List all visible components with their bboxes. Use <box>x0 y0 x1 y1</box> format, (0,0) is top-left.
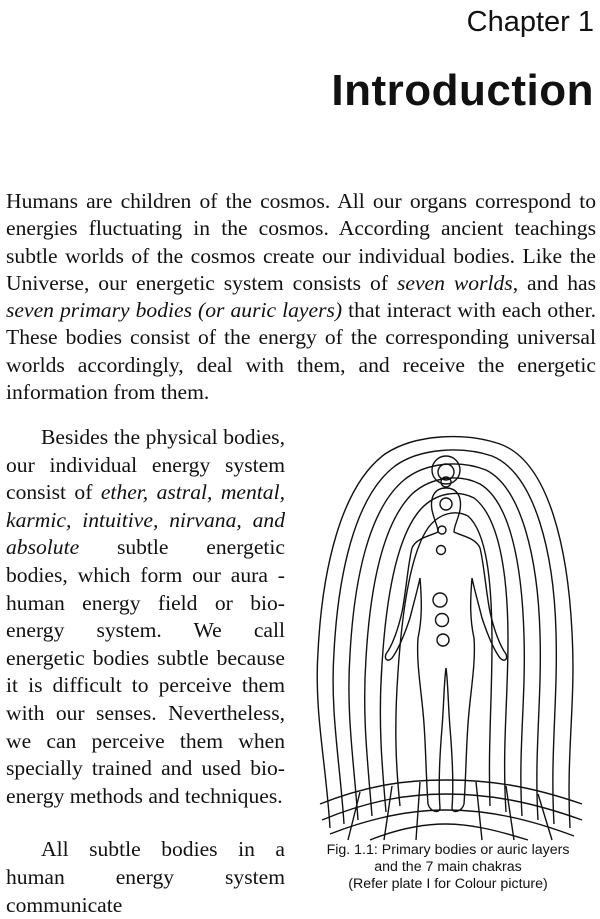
chakra-root <box>437 634 449 646</box>
paragraph-text: Humans are children of the cosmos. All our organs correspond to energies fluctuating in the cosmos. According ancient teachings subtle worlds of the cosmos create our individual bodies. Like the Universe, our energetic system consists of <box>6 189 596 295</box>
human-aura-illustration <box>300 432 596 842</box>
emphasis-text: seven primary bodies (or auric layers) <box>6 298 343 323</box>
aura-layer <box>349 464 540 820</box>
aura-layer <box>333 450 556 824</box>
third-paragraph: All subtle bodies in a human energy system communicate <box>6 837 285 917</box>
chapter-title: Introduction <box>331 66 594 115</box>
paragraph-text: that interact with each other. These bodies consist of the energy of the corresponding universal worlds accordingly, deal with them, and receive the energetic information from them. <box>6 298 596 405</box>
left-column-text <box>6 424 285 919</box>
emphasis-text: seven worlds <box>396 270 513 295</box>
aura-layer <box>365 478 525 816</box>
caption-line: Fig. 1.1: Primary bodies or auric layers <box>326 842 570 858</box>
intro-paragraph <box>6 188 596 406</box>
second-paragraph <box>6 424 285 810</box>
ground-line <box>370 824 528 840</box>
paragraph-text: , and has <box>512 270 596 295</box>
chakra-sacral <box>436 614 449 627</box>
figure-caption <box>296 842 600 893</box>
chakra-heart <box>437 546 446 555</box>
chapter-number: Chapter 1 <box>466 6 594 38</box>
caption-line: (Refer plate I for Colour picture) <box>348 876 548 892</box>
auric-layers-figure <box>300 432 596 842</box>
emphasis-text: ether, astral, mental, karmic, intuitive, nirvana, and absolute <box>6 480 285 560</box>
caption-line: and the 7 main chakras <box>374 859 522 875</box>
paragraph-text: subtle energetic bodies, which form our aura - human energy field or bio-energy system. We call energetic bodies subtle because it is difficult to perceive them with our senses. Nevertheless, we can perceive them when specially trained and used bio-energy methods and techniques. <box>6 535 285 808</box>
chakra-throat <box>438 526 446 534</box>
chakra-third-eye <box>440 498 452 510</box>
chakra-solar-plexus <box>433 593 447 607</box>
paragraph-text: Besides the physical bodies, our individual energy system consist of <box>6 425 285 505</box>
body-outline <box>385 488 506 811</box>
